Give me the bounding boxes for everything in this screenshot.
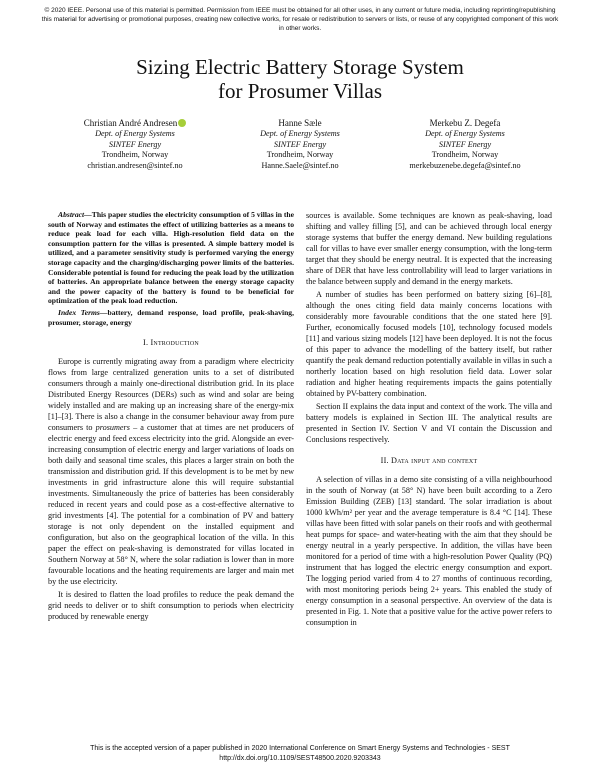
footer-doi-link[interactable]: http://dx.doi.org/10.1109/SEST48500.2020.9203343 xyxy=(219,754,381,762)
section-title: Introduction xyxy=(150,338,199,348)
author-2 xyxy=(220,118,380,172)
author-dept: Dept. of Energy Systems xyxy=(260,128,340,138)
title-line-1: Sizing Electric Battery Storage System xyxy=(136,55,464,79)
title-line-2: for Prosumer Villas xyxy=(217,79,382,103)
author-email: Hanne.Saele@sintef.no xyxy=(261,161,339,171)
orcid-icon[interactable] xyxy=(178,119,186,127)
author-city: Trondheim, Norway xyxy=(101,150,169,160)
intro-paragraph-5: Section II explains the data input and context of the work. The villa and battery models is explained in Section III. The analytical results are presented in Section IV. Section V and VI contain the Discussion and Conclusions respectively. xyxy=(306,402,552,444)
section-title: Data input and context xyxy=(391,456,478,465)
author-name: Christian André Andresen xyxy=(83,118,178,128)
abstract-label: Abstract— xyxy=(58,210,92,219)
author-block xyxy=(55,118,545,172)
intro-paragraph-1 xyxy=(48,356,294,587)
author-city: Trondheim, Norway xyxy=(266,150,334,160)
author-org: SINTEF Energy xyxy=(273,139,327,149)
copyright-notice: © 2020 IEEE. Personal use of this material is permitted. Permission from IEEE must be obtained for all other uses, in any current or future media, including reprinting/republishing this material for advertising or promotional purposes, creating new collective works, for resale or redistribution to servers or lists, or reuse of any copyrighted component of this work in other works. xyxy=(41,7,559,32)
footer-citation: This is the accepted version of a paper published in 2020 International Conference on Smart Energy Systems and Technologies - SEST xyxy=(90,745,510,752)
data-paragraph-1: A selection of villas in a demo site consisting of a villa neighbourhood in the south of Norway (at 58° N) have been built according to a Zero Emission Building (ZEB) [13] standard. The solar irradiation is about 1000 kWh/m² per year and the average temperature is 8.4 °C [14]. These villas have been fitted with solar panels on their roofs and with geothermal heat pumps for space- and water-heating with the aim that they should be energy neutral in a yearly perspective. In addition, the villas have been monitored for a period of time with a high-resolution Power Quality (PQ) instrument that has logged the electric energy consumption and export. The logging period varied from 4 to 27 months of continuous recording, with most monitoring periods being 2+ years. This enabled the study of energy consumption in a seasonal perspective. An overview of the data is presented in Fig. 1. Note that a positive value for the active power refers to consumption in xyxy=(306,475,552,627)
intro-text-b: – a customer that at times are net producers of electric energy and feed excess electricity into the grid. Alongside an ever-increasing consumption of electric energy and larger variations of loads on both daily and seasonal time scales, this places a larger strain on both the transmission and distribution grid. If this development is to be met by new investments in grid infrastructure alone this will require substantial investments. Simultaneously the price of batteries has been considerably reduced in recent years and could pose as a cost-effective alternative to grid investments [4]. The potential for a combination of PV and battery storage is not only dependent on the installed equipment and configuration, but also on the geographical location of the villa. In this paper the effect on peak-shaving is demonstrated for villas located in Southern Norway at 58° N, where the solar radiation is lower than in more favourable locations and the heating requirements are larger and main met by the use electricity. xyxy=(48,423,295,587)
left-column xyxy=(48,210,294,624)
abstract xyxy=(48,210,294,306)
author-name: Hanne Sæle xyxy=(278,118,322,128)
author-city: Trondheim, Norway xyxy=(431,150,499,160)
abstract-text: This paper studies the electricity consumption of 5 villas in the south of Norway and estimates the effect of utilizing batteries as a means to reduce peak load for each villa. High-resolution field data on the consumption pattern for the villas is presented. A simple battery model is utilized, and a parameter sensitivity study is performed varying the energy storage capacity and the charging/discharging power limits of the batteries. Considerable potential is found for reducing the peak load by the utilization of batteries. An appropriate balance between the energy storage capacity and the power capacity of the battery is found to be beneficial for optimization of the peak load reduction. xyxy=(48,210,294,306)
author-dept: Dept. of Energy Systems xyxy=(95,128,175,138)
intro-paragraph-2: It is desired to flatten the load profiles to reduce the peak demand the grid needs to deliver or to shift consumption to periods when electricity produced by renewable energy xyxy=(48,590,294,622)
section-number: II. xyxy=(380,456,389,465)
intro-text-a: Europe is currently migrating away from a paradigm where electricity flows from large centralized generation units to a set of distributed consumers through a mainly one-directional distribution grid. In its place Distributed Energy Resources (DERs) such as wind and solar are being widely installed and are making up an increasing share of the energy-mix [1]–[3]. There is also a change in the consumer behaviour away from pure consumers to xyxy=(48,357,294,433)
author-name: Merkebu Z. Degefa xyxy=(429,118,501,128)
author-email: merkebuzenebe.degefa@sintef.no xyxy=(409,161,521,171)
publication-footer xyxy=(40,744,560,763)
author-3 xyxy=(385,118,545,172)
index-terms-label: Index Terms— xyxy=(58,307,108,317)
section-heading-introduction xyxy=(48,337,294,348)
intro-emphasis: prosumers xyxy=(95,423,130,433)
paper-title xyxy=(60,55,540,103)
right-column xyxy=(306,210,552,630)
author-org: SINTEF Energy xyxy=(108,139,162,149)
index-terms-text: battery, demand response, load profile, peak-shaving, prosumer, storage, energy xyxy=(48,307,294,327)
author-org: SINTEF Energy xyxy=(438,139,492,149)
section-number: I. xyxy=(143,338,149,348)
author-email: christian.andresen@sintef.no xyxy=(87,161,183,171)
index-terms xyxy=(48,308,294,327)
intro-paragraph-3: sources is available. Some techniques are known as peak-shaving, load shifting and valley filling [5], and can be achieved through local energy storage systems that buffer the energy demand. New building regulations call for villas to have ever smaller energy consumption, with the long-term target that they should be energy neutral. It is expected that the increasing share of DER that have less controllability will lead to larger variations in the balance between supply and demand in the energy markets. xyxy=(306,211,552,286)
author-dept: Dept. of Energy Systems xyxy=(425,128,505,138)
author-1 xyxy=(55,118,215,172)
intro-paragraph-4: A number of studies has been performed on battery sizing [6]–[8], although the ones citing field data mainly concerns locations with considerably more favourable conditions that the one stated here [9]. Further, economically focused models [10], technology focused models [11] and various sizing models [12] have been deployed. It is not the focus of this paper to advance the modelling of the battery itself, but rather quantify the peak demand reduction potentially available in villas in such a northerly location based on high resolution field data. Lower solar radiation and higher heating requirements impacts the gains potentially obtained by PV-battery combination. xyxy=(306,290,552,398)
section-heading-data-input xyxy=(306,455,552,466)
